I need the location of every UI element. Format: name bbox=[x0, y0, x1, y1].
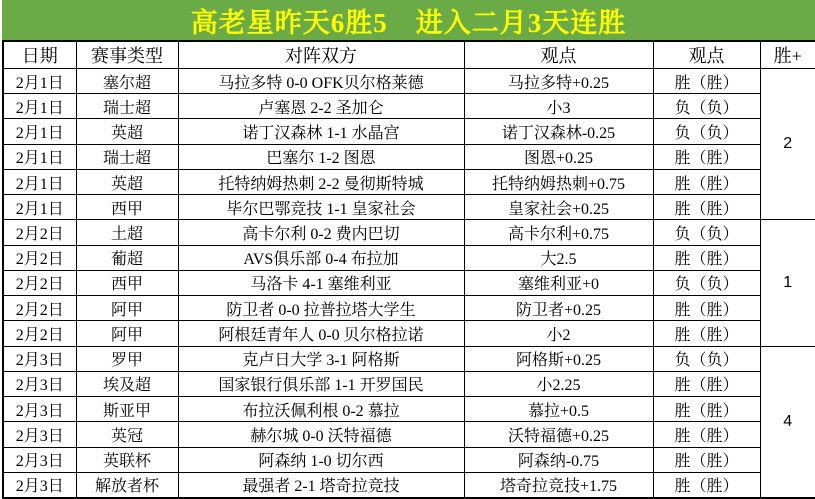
date-cell: 2月3日 bbox=[3, 346, 76, 371]
result-cell: 胜（胜） bbox=[653, 397, 760, 422]
date-cell: 2月1日 bbox=[3, 169, 76, 194]
result-cell: 负（负） bbox=[653, 270, 760, 295]
date-cell: 2月2日 bbox=[3, 270, 76, 295]
pick-cell: 托特纳姆热刺+0.75 bbox=[464, 169, 653, 194]
match-cell: 赫尔城 0-0 沃特福德 bbox=[178, 422, 464, 447]
result-cell: 胜（胜） bbox=[653, 169, 760, 194]
match-cell: 国家银行俱乐部 1-1 开罗国民 bbox=[178, 371, 464, 396]
pick-cell: 高卡尔利+0.75 bbox=[464, 220, 653, 245]
table-row bbox=[3, 321, 815, 346]
league-cell: 罗甲 bbox=[76, 346, 178, 371]
result-cell: 胜（胜） bbox=[653, 144, 760, 169]
table-row bbox=[3, 346, 815, 371]
result-cell: 胜（胜） bbox=[653, 321, 760, 346]
match-cell: 卢塞恩 2-2 圣加仑 bbox=[178, 94, 464, 119]
col-header-league: 赛事类型 bbox=[76, 41, 178, 69]
table-row bbox=[3, 119, 815, 144]
league-cell: 解放者杯 bbox=[76, 472, 178, 498]
result-cell: 胜（胜） bbox=[653, 422, 760, 447]
table-row bbox=[3, 69, 815, 94]
date-cell: 2月1日 bbox=[3, 119, 76, 144]
pick-cell: 慕拉+0.5 bbox=[464, 397, 653, 422]
table-row bbox=[3, 371, 815, 396]
win-plus-cell: 1 bbox=[760, 220, 815, 346]
table-row bbox=[3, 144, 815, 169]
date-cell: 2月3日 bbox=[3, 447, 76, 472]
col-header-pick: 观点 bbox=[464, 41, 653, 69]
win-plus-cell: 2 bbox=[760, 69, 815, 220]
table-row bbox=[3, 245, 815, 270]
match-cell: 马洛卡 4-1 塞维利亚 bbox=[178, 270, 464, 295]
league-cell: 阿甲 bbox=[76, 296, 178, 321]
date-cell: 2月2日 bbox=[3, 245, 76, 270]
match-cell: 马拉多特 0-0 OFK贝尔格莱德 bbox=[178, 69, 464, 94]
result-cell: 胜（胜） bbox=[653, 447, 760, 472]
pick-cell: 小2 bbox=[464, 321, 653, 346]
league-cell: 英超 bbox=[76, 119, 178, 144]
date-cell: 2月1日 bbox=[3, 94, 76, 119]
date-cell: 2月1日 bbox=[3, 144, 76, 169]
date-cell: 2月3日 bbox=[3, 371, 76, 396]
league-cell: 土超 bbox=[76, 220, 178, 245]
date-cell: 2月1日 bbox=[3, 195, 76, 220]
results-table bbox=[2, 40, 815, 499]
banner bbox=[2, 0, 815, 40]
league-cell: 塞尔超 bbox=[76, 69, 178, 94]
date-cell: 2月3日 bbox=[3, 422, 76, 447]
table-row bbox=[3, 270, 815, 295]
result-cell: 负（负） bbox=[653, 119, 760, 144]
table-row bbox=[3, 422, 815, 447]
date-cell: 2月1日 bbox=[3, 69, 76, 94]
league-cell: 西甲 bbox=[76, 195, 178, 220]
league-cell: 斯亚甲 bbox=[76, 397, 178, 422]
table-row bbox=[3, 94, 815, 119]
result-cell: 胜（胜） bbox=[653, 472, 760, 498]
result-cell: 胜（胜） bbox=[653, 195, 760, 220]
result-cell: 胜（胜） bbox=[653, 69, 760, 94]
result-cell: 胜（胜） bbox=[653, 245, 760, 270]
match-cell: 高卡尔利 0-2 费内巴切 bbox=[178, 220, 464, 245]
league-cell: 埃及超 bbox=[76, 371, 178, 396]
col-header-match: 对阵双方 bbox=[178, 41, 464, 69]
date-cell: 2月2日 bbox=[3, 296, 76, 321]
league-cell: 瑞士超 bbox=[76, 94, 178, 119]
league-cell: 英冠 bbox=[76, 422, 178, 447]
match-cell: 毕尔巴鄂竞技 1-1 皇家社会 bbox=[178, 195, 464, 220]
table-row bbox=[3, 296, 815, 321]
match-cell: 最强者 2-1 塔奇拉竞技 bbox=[178, 472, 464, 498]
col-header-result: 观点 bbox=[653, 41, 760, 69]
match-cell: 巴塞尔 1-2 图恩 bbox=[178, 144, 464, 169]
match-cell: 防卫者 0-0 拉普拉塔大学生 bbox=[178, 296, 464, 321]
pick-cell: 图恩+0.25 bbox=[464, 144, 653, 169]
pick-cell: 沃特福德+0.25 bbox=[464, 422, 653, 447]
table-row bbox=[3, 195, 815, 220]
pick-cell: 皇家社会+0.25 bbox=[464, 195, 653, 220]
pick-cell: 塔奇拉竞技+1.75 bbox=[464, 472, 653, 498]
table-row bbox=[3, 447, 815, 472]
date-cell: 2月2日 bbox=[3, 321, 76, 346]
pick-cell: 小3 bbox=[464, 94, 653, 119]
col-header-date: 日期 bbox=[3, 41, 76, 69]
pick-cell: 马拉多特+0.25 bbox=[464, 69, 653, 94]
pick-cell: 小2.25 bbox=[464, 371, 653, 396]
league-cell: 阿甲 bbox=[76, 321, 178, 346]
pick-cell: 大2.5 bbox=[464, 245, 653, 270]
result-cell: 负（负） bbox=[653, 94, 760, 119]
result-cell: 胜（胜） bbox=[653, 296, 760, 321]
pick-cell: 诺丁汉森林-0.25 bbox=[464, 119, 653, 144]
league-cell: 英超 bbox=[76, 169, 178, 194]
match-cell: 阿森纳 1-0 切尔西 bbox=[178, 447, 464, 472]
match-cell: AVS俱乐部 0-4 布拉加 bbox=[178, 245, 464, 270]
pick-cell: 防卫者+0.25 bbox=[464, 296, 653, 321]
date-cell: 2月3日 bbox=[3, 397, 76, 422]
win-plus-cell: 4 bbox=[760, 346, 815, 498]
date-cell: 2月2日 bbox=[3, 220, 76, 245]
league-cell: 葡超 bbox=[76, 245, 178, 270]
table-row bbox=[3, 472, 815, 498]
match-cell: 阿根廷青年人 0-0 贝尔格拉诺 bbox=[178, 321, 464, 346]
pick-cell: 阿森纳-0.75 bbox=[464, 447, 653, 472]
league-cell: 西甲 bbox=[76, 270, 178, 295]
match-cell: 诺丁汉森林 1-1 水晶宫 bbox=[178, 119, 464, 144]
table-row bbox=[3, 220, 815, 245]
result-cell: 负（负） bbox=[653, 220, 760, 245]
league-cell: 瑞士超 bbox=[76, 144, 178, 169]
col-header-win-plus: 胜+ bbox=[760, 41, 815, 69]
pick-cell: 阿格斯+0.25 bbox=[464, 346, 653, 371]
date-cell: 2月3日 bbox=[3, 472, 76, 498]
table-header-row bbox=[3, 41, 815, 69]
banner-title: 高老星昨天6胜5 进入二月3天连胜 bbox=[190, 7, 627, 38]
table-row bbox=[3, 397, 815, 422]
league-cell: 英联杯 bbox=[76, 447, 178, 472]
pick-cell: 塞维利亚+0 bbox=[464, 270, 653, 295]
match-cell: 托特纳姆热刺 2-2 曼彻斯特城 bbox=[178, 169, 464, 194]
table-row bbox=[3, 169, 815, 194]
result-cell: 胜（胜） bbox=[653, 371, 760, 396]
match-cell: 克卢日大学 3-1 阿格斯 bbox=[178, 346, 464, 371]
match-cell: 布拉沃佩利根 0-2 慕拉 bbox=[178, 397, 464, 422]
result-cell: 负（负） bbox=[653, 346, 760, 371]
